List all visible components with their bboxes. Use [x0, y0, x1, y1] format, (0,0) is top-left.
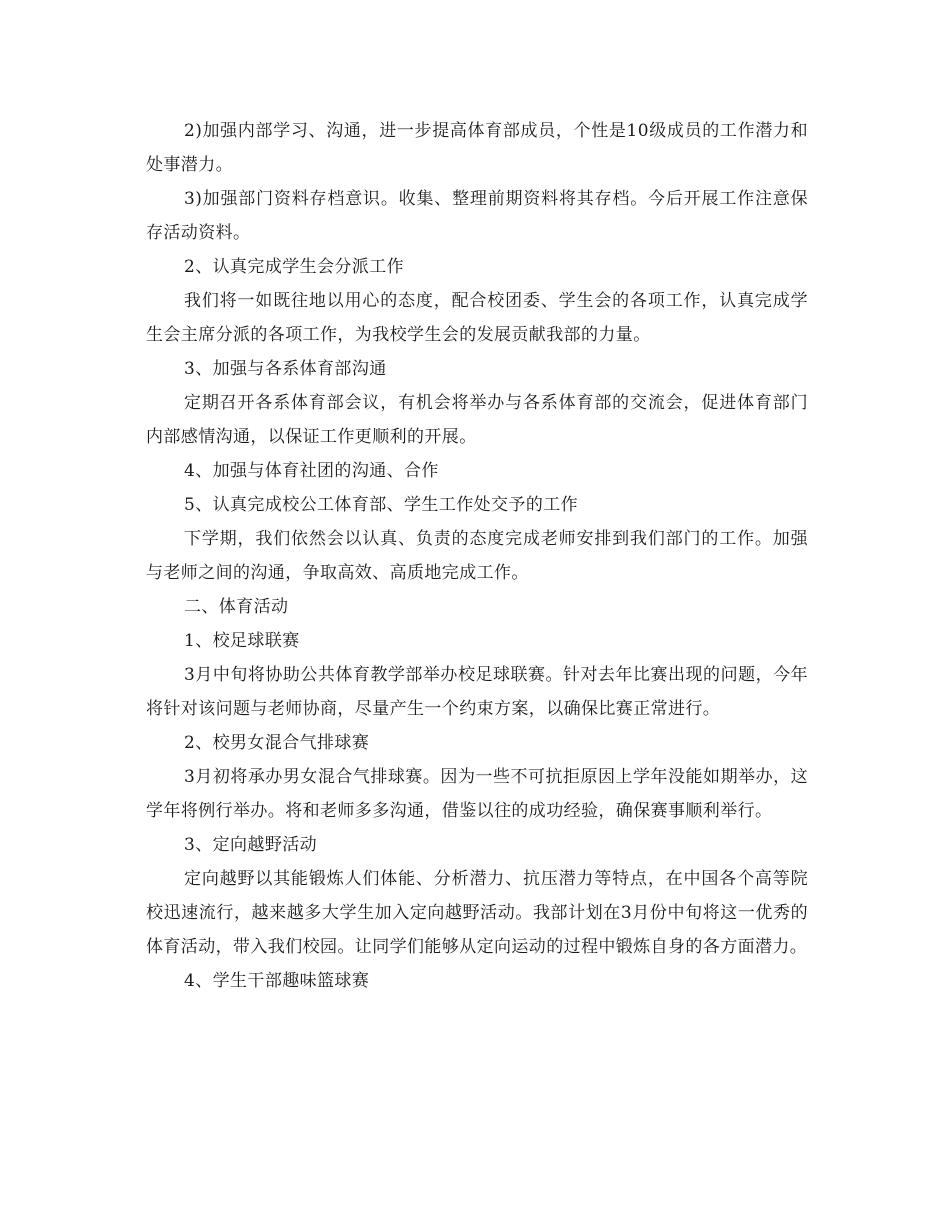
paragraph-archive-awareness: 3)加强部门资料存档意识。收集、整理前期资料将其存档。今后开展工作注意保存活动资料。: [146, 189, 808, 243]
paragraph-next-semester: 下学期，我们依然会以认真、负责的态度完成老师安排到我们部门的工作。加强与老师之间的沟通，争取高效、高质地完成工作。: [146, 529, 808, 583]
section-heading-club-cooperation: 4、加强与体育社团的沟通、合作: [184, 461, 439, 481]
paragraph-student-union-work: 我们将一如既往地以用心的态度，配合校团委、学生会的各项工作，认真完成学生会主席分派的各项工作，为我校学生会的发展贡献我部的力量。: [146, 291, 808, 345]
section-heading-student-union-work: 2、认真完成学生会分派工作: [184, 257, 405, 277]
section-heading-football-league: 1、校足球联赛: [184, 631, 300, 651]
section-heading-sports-activities: 二、体育活动: [184, 597, 289, 617]
paragraph-department-communication: 定期召开各系体育部会议，有机会将举办与各系体育部的交流会，促进体育部门内部感情沟通，以保证工作更顺利的开展。: [146, 393, 808, 447]
document-body: [146, 114, 808, 998]
paragraph-volleyball: 3月初将承办男女混合气排球赛。因为一些不可抗拒原因上学年没能如期举办，这学年将例行举办。将和老师多多沟通，借鉴以往的成功经验，确保赛事顺利举行。: [146, 767, 808, 821]
section-heading-orienteering: 3、定向越野活动: [184, 835, 318, 855]
paragraph-football-league: 3月中旬将协助公共体育教学部举办校足球联赛。针对去年比赛出现的问题，今年将针对该问题与老师协商，尽量产生一个约束方案，以确保比赛正常进行。: [146, 665, 808, 719]
paragraph-internal-learning: 2)加强内部学习、沟通，进一步提高体育部成员，个性是10级成员的工作潜力和处事潜力。: [146, 121, 808, 175]
section-heading-assigned-work: 5、认真完成校公工体育部、学生工作处交予的工作: [184, 495, 579, 515]
section-heading-volleyball: 2、校男女混合气排球赛: [184, 733, 370, 753]
section-heading-department-communication: 3、加强与各系体育部沟通: [184, 359, 387, 379]
section-heading-basketball: 4、学生干部趣味篮球赛: [184, 971, 370, 991]
paragraph-orienteering: 定向越野以其能锻炼人们体能、分析潜力、抗压潜力等特点，在中国各个高等院校迅速流行，越来越多大学生加入定向越野活动。我部计划在3月份中旬将这一优秀的体育活动，带入我们校园。让同学们能够从定向运动的过程中锻炼自身的各方面潜力。: [146, 869, 808, 957]
